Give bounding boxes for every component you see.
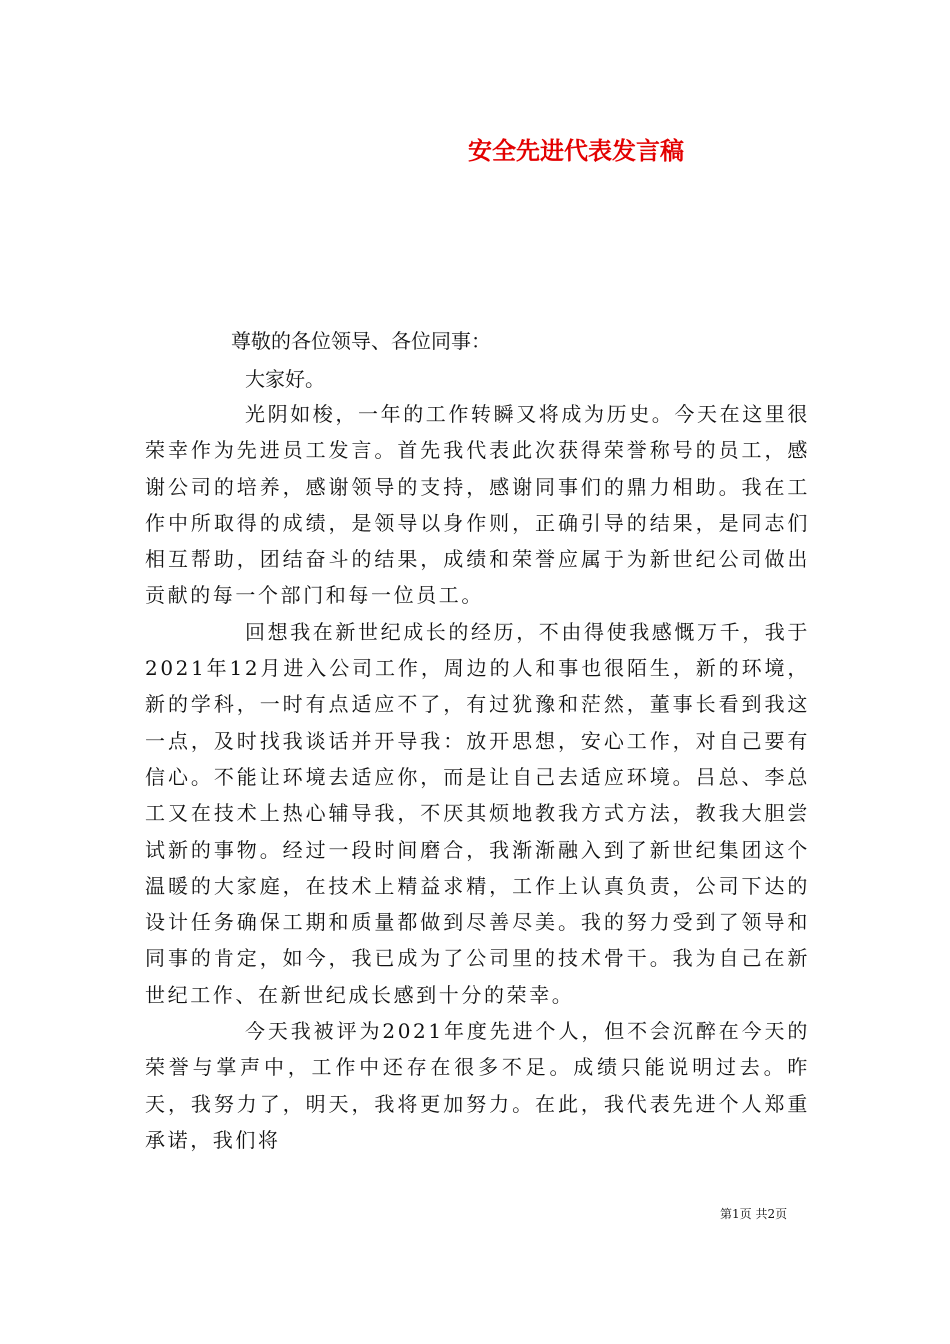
greeting: 大家好。 [245,367,325,391]
paragraph-2: 回想我在新世纪成长的经历，不由得使我感慨万千，我于2021年12月进入公司工作，周边的人和事也很陌生，新的环境，新的学科，一时有点适应不了，有过犹豫和茫然，董事长看到我这一点，及时找我谈话并开导我：放开思想，安心工作，对自己要有信心。不能让环境去适应你，而是让自己去适应环境。吕总、李总工又在技术上热心辅导我，不厌其烦地教我方式方法，教我大胆尝试新的事物。经过一段时间磨合，我渐渐融入到了新世纪集团这个温暖的大家庭，在技术上精益求精，工作上认真负责，公司下达的设计任务确保工期和质量都做到尽善尽美。我的努力受到了领导和同事的肯定，如今，我已成为了公司里的技术骨干。我为自己在新世纪工作、在新世纪成长感到十分的荣幸。 [145,619,810,1007]
paragraph-3: 今天我被评为2021年度先进个人，但不会沉醉在今天的荣誉与掌声中，工作中还存在很多不足。成绩只能说明过去。昨天，我努力了，明天，我将更加努力。在此，我代表先进个人郑重承诺，我们将 [145,1019,810,1152]
speech-body [145,396,810,1158]
document-title: 安全先进代表发言稿 [468,136,684,165]
page-number-footer: 第1页 共2页 [720,1207,788,1221]
salutation: 尊敬的各位领导、各位同事： [231,329,491,353]
paragraph-1: 光阴如梭，一年的工作转瞬又将成为历史。今天在这里很荣幸作为先进员工发言。首先我代表此次获得荣誉称号的员工，感谢公司的培养，感谢领导的支持，感谢同事们的鼎力相助。我在工作中所取得的成绩，是领导以身作则，正确引导的结果，是同志们相互帮助，团结奋斗的结果，成绩和荣誉应属于为新世纪公司做出贡献的每一个部门和每一位员工。 [145,402,810,608]
